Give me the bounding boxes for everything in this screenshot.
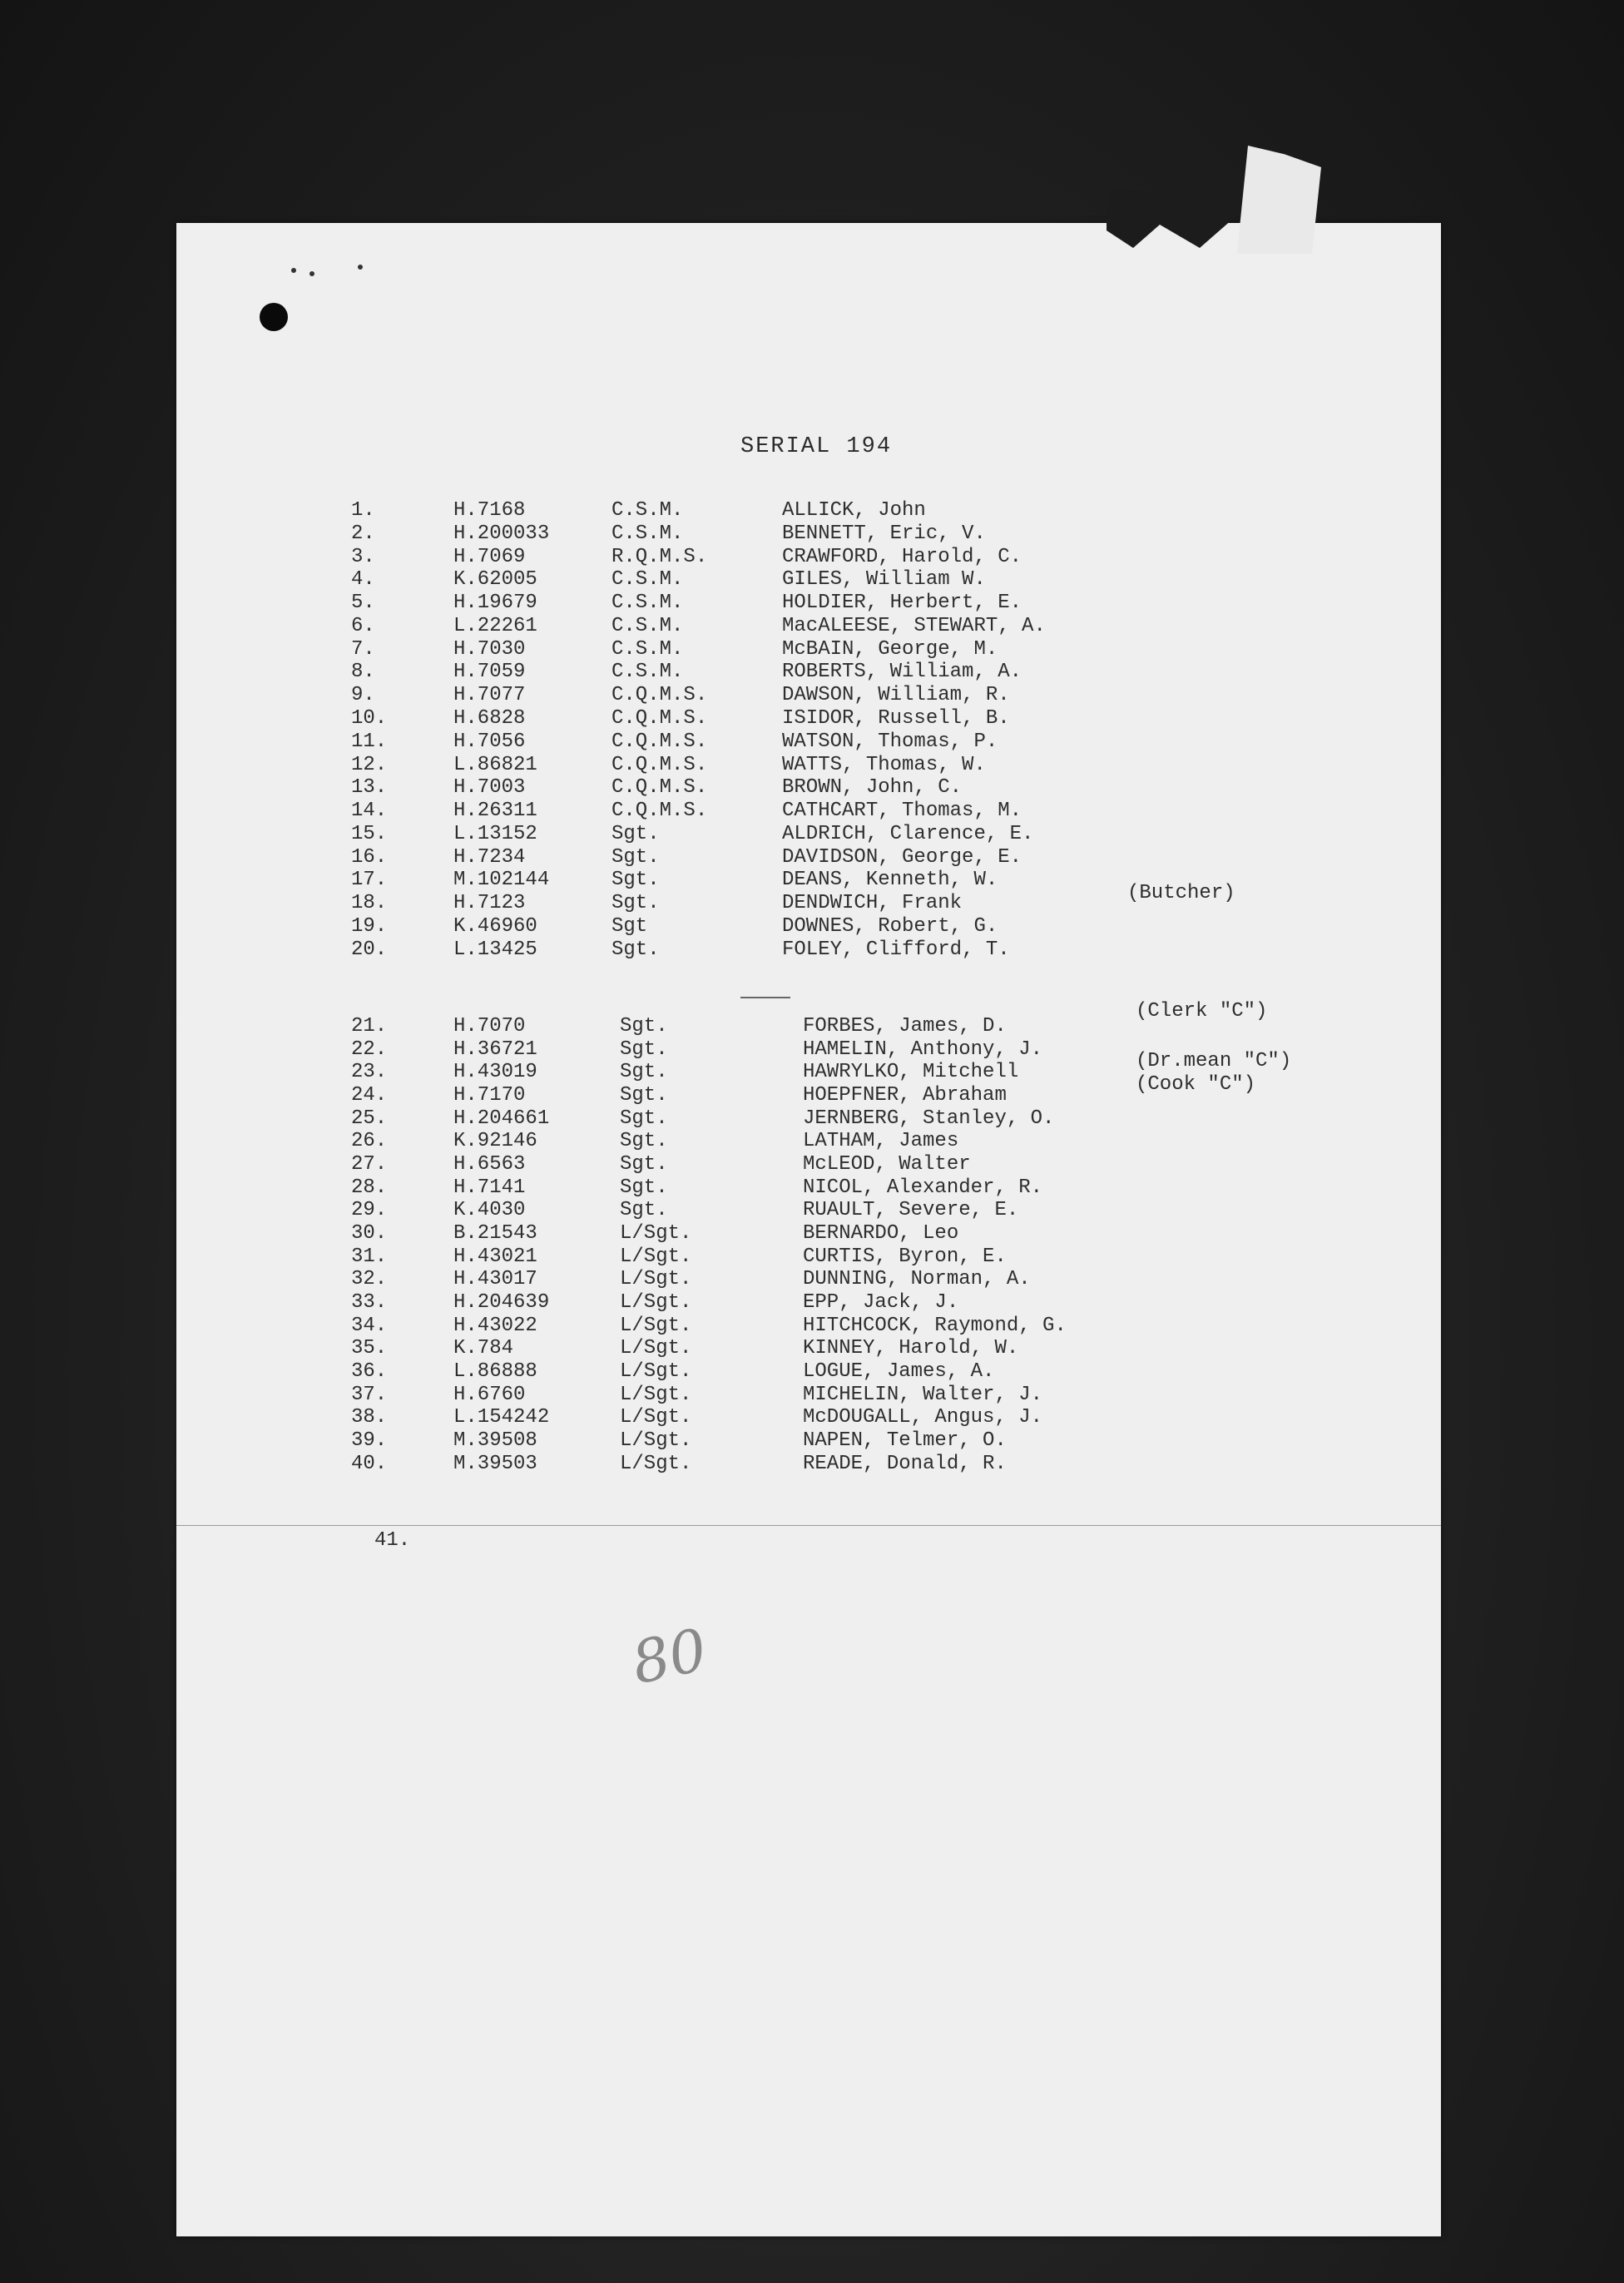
soldier-name: BROWN, John, C.	[782, 776, 963, 800]
entry-number: 28.	[351, 1176, 388, 1199]
service-number: H.7069	[453, 545, 526, 568]
soldier-name: JERNBERG, Stanley, O.	[803, 1107, 1055, 1130]
soldier-name: RUAULT, Severe, E.	[803, 1199, 1019, 1222]
entry-number: 37.	[351, 1383, 388, 1406]
rank: Sgt.	[611, 938, 660, 961]
rank: L/Sgt.	[620, 1314, 692, 1337]
entry-number: 3.	[351, 545, 375, 568]
roster-row	[0, 1015, 1624, 1038]
rank: C.S.M.	[611, 661, 684, 684]
rank: C.Q.M.S.	[611, 707, 708, 730]
service-number: B.21543	[453, 1221, 537, 1245]
soldier-name: MICHELIN, Walter, J.	[803, 1383, 1043, 1406]
service-number: K.62005	[453, 568, 537, 592]
rank: L/Sgt.	[620, 1359, 692, 1383]
soldier-name: HOLDIER, Herbert, E.	[782, 592, 1022, 615]
service-number: H.7059	[453, 661, 526, 684]
entry-number: 14.	[351, 800, 388, 823]
roster-row	[0, 1452, 1624, 1489]
service-number: H.43021	[453, 1245, 537, 1268]
entry-number: 19.	[351, 915, 388, 938]
entry-number: 23.	[351, 1061, 388, 1084]
soldier-name: GILES, William W.	[782, 568, 986, 592]
entry-number: 11.	[351, 730, 388, 753]
speck	[291, 268, 296, 273]
service-number: M.39503	[453, 1452, 537, 1475]
rank: Sgt.	[620, 1199, 668, 1222]
handwritten-mark: 80	[626, 1615, 713, 1698]
rank: L/Sgt.	[620, 1429, 692, 1452]
rank: Sgt	[611, 915, 648, 938]
roster-row	[0, 1039, 1624, 1062]
soldier-name: HITCHCOCK, Raymond, G.	[803, 1314, 1067, 1337]
roster-row	[0, 568, 1624, 594]
service-number: H.7234	[453, 845, 526, 869]
rank: C.Q.M.S.	[611, 753, 708, 776]
soldier-name: DAVIDSON, George, E.	[782, 845, 1022, 869]
entry-number: 39.	[351, 1429, 388, 1452]
rank: C.S.M.	[611, 614, 684, 637]
service-number: H.7077	[453, 684, 526, 707]
entry-number: 33.	[351, 1290, 388, 1314]
rank: Sgt.	[620, 1061, 668, 1084]
service-number: H.6828	[453, 707, 526, 730]
soldier-name: MacALEESE, STEWART, A.	[782, 614, 1046, 637]
service-number: K.4030	[453, 1199, 526, 1222]
service-number: H.7141	[453, 1176, 526, 1199]
service-number: L.86821	[453, 753, 537, 776]
service-number: K.784	[453, 1337, 514, 1360]
entry-number: 22.	[351, 1038, 388, 1061]
soldier-name: BERNARDO, Leo	[803, 1221, 959, 1245]
entry-number: 16.	[351, 845, 388, 869]
rank: Sgt.	[620, 1130, 668, 1153]
rank: L/Sgt.	[620, 1290, 692, 1314]
service-number: H.36721	[453, 1038, 537, 1061]
rank: C.S.M.	[611, 568, 684, 592]
note-clerk: (Clerk "C")	[1136, 1000, 1268, 1023]
blank-entry-number: 41.	[374, 1529, 411, 1552]
entry-number: 18.	[351, 892, 388, 915]
soldier-name: CRAWFORD, Harold, C.	[782, 545, 1022, 568]
service-number: H.7056	[453, 730, 526, 753]
entry-number: 40.	[351, 1452, 388, 1475]
rank: Sgt.	[611, 822, 660, 845]
soldier-name: ROBERTS, William, A.	[782, 661, 1022, 684]
rank: C.S.M.	[611, 499, 684, 522]
rank: Sgt.	[620, 1038, 668, 1061]
soldier-name: DENDWICH, Frank	[782, 892, 963, 915]
rank: Sgt.	[620, 1015, 668, 1038]
soldier-name: KINNEY, Harold, W.	[803, 1337, 1019, 1360]
soldier-name: READE, Donald, R.	[803, 1452, 1007, 1475]
entry-number: 15.	[351, 822, 388, 845]
soldier-name: FORBES, James, D.	[803, 1015, 1007, 1038]
service-number: H.26311	[453, 800, 537, 823]
service-number: H.6760	[453, 1383, 526, 1406]
entry-number: 35.	[351, 1337, 388, 1360]
service-number: H.6563	[453, 1152, 526, 1176]
soldier-name: HAWRYLKO, Mitchell	[803, 1061, 1019, 1084]
rank: L/Sgt.	[620, 1337, 692, 1360]
rank: Sgt.	[620, 1083, 668, 1107]
rank: L/Sgt.	[620, 1383, 692, 1406]
service-number: L.13425	[453, 938, 537, 961]
soldier-name: ALDRICH, Clarence, E.	[782, 822, 1034, 845]
soldier-name: NICOL, Alexander, R.	[803, 1176, 1043, 1199]
speck	[358, 265, 363, 270]
service-number: L.86888	[453, 1359, 537, 1383]
divider-line	[176, 1525, 1441, 1526]
rank: Sgt.	[620, 1176, 668, 1199]
entry-number: 38.	[351, 1406, 388, 1429]
service-number: K.92146	[453, 1130, 537, 1153]
soldier-name: McBAIN, George, M.	[782, 637, 998, 661]
soldier-name: BENNETT, Eric, V.	[782, 522, 986, 545]
note-cook: (Cook "C")	[1136, 1073, 1256, 1096]
soldier-name: NAPEN, Telmer, O.	[803, 1429, 1007, 1452]
section-dash	[740, 997, 790, 998]
service-number: H.43017	[453, 1268, 537, 1291]
entry-number: 10.	[351, 707, 388, 730]
rank: L/Sgt.	[620, 1406, 692, 1429]
soldier-name: WATSON, Thomas, P.	[782, 730, 998, 753]
soldier-name: HOEPFNER, Abraham	[803, 1083, 1007, 1107]
service-number: M.102144	[453, 869, 550, 892]
entry-number: 34.	[351, 1314, 388, 1337]
entry-number: 2.	[351, 522, 375, 545]
service-number: K.46960	[453, 915, 537, 938]
service-number: H.7070	[453, 1015, 526, 1038]
entry-number: 32.	[351, 1268, 388, 1291]
soldier-name: LATHAM, James	[803, 1130, 959, 1153]
service-number: H.7170	[453, 1083, 526, 1107]
soldier-name: ISIDOR, Russell, B.	[782, 707, 1010, 730]
soldier-name: CATHCART, Thomas, M.	[782, 800, 1022, 823]
rank: L/Sgt.	[620, 1221, 692, 1245]
punch-hole	[260, 303, 288, 331]
roster-row	[0, 547, 1624, 570]
entry-number: 21.	[351, 1015, 388, 1038]
entry-number: 31.	[351, 1245, 388, 1268]
service-number: H.19679	[453, 592, 537, 615]
rank: C.Q.M.S.	[611, 776, 708, 800]
document-title: SERIAL 194	[740, 434, 893, 459]
soldier-name: FOLEY, Clifford, T.	[782, 938, 1010, 961]
soldier-name: LOGUE, James, A.	[803, 1359, 995, 1383]
soldier-name: DEANS, Kenneth, W.	[782, 869, 998, 892]
entry-number: 27.	[351, 1152, 388, 1176]
service-number: H.7003	[453, 776, 526, 800]
service-number: H.7123	[453, 892, 526, 915]
roster-row	[0, 594, 1624, 617]
speck	[309, 271, 314, 276]
soldier-name: DOWNES, Robert, G.	[782, 915, 998, 938]
rank: C.Q.M.S.	[611, 800, 708, 823]
soldier-name: HAMELIN, Anthony, J.	[803, 1038, 1043, 1061]
service-number: M.39508	[453, 1429, 537, 1452]
service-number: L.13152	[453, 822, 537, 845]
service-number: H.204661	[453, 1107, 550, 1130]
roster-row	[0, 499, 1624, 522]
note-drummer: (Dr.mean "C")	[1136, 1050, 1292, 1072]
entry-number: 17.	[351, 869, 388, 892]
roster-row	[0, 1062, 1624, 1086]
rank: C.S.M.	[611, 592, 684, 615]
note-butcher: (Butcher)	[1127, 882, 1235, 904]
soldier-name: McLEOD, Walter	[803, 1152, 971, 1176]
soldier-name: EPP, Jack, J.	[803, 1290, 959, 1314]
rank: R.Q.M.S.	[611, 545, 708, 568]
rank: Sgt.	[611, 892, 660, 915]
service-number: H.7168	[453, 499, 526, 522]
rank: C.S.M.	[611, 637, 684, 661]
service-number: H.43022	[453, 1314, 537, 1337]
rank: L/Sgt.	[620, 1268, 692, 1291]
entry-number: 13.	[351, 776, 388, 800]
rank: Sgt.	[620, 1107, 668, 1130]
service-number: L.154242	[453, 1406, 550, 1429]
entry-number: 20.	[351, 938, 388, 961]
entry-number: 8.	[351, 661, 375, 684]
service-number: H.43019	[453, 1061, 537, 1084]
soldier-name: DUNNING, Norman, A.	[803, 1268, 1031, 1291]
rank: C.Q.M.S.	[611, 730, 708, 753]
entry-number: 12.	[351, 753, 388, 776]
entry-number: 29.	[351, 1199, 388, 1222]
rank: C.Q.M.S.	[611, 684, 708, 707]
entry-number: 4.	[351, 568, 375, 592]
service-number: L.22261	[453, 614, 537, 637]
entry-number: 30.	[351, 1221, 388, 1245]
entry-number: 25.	[351, 1107, 388, 1130]
entry-number: 24.	[351, 1083, 388, 1107]
service-number: H.7030	[453, 637, 526, 661]
rank: C.S.M.	[611, 522, 684, 545]
soldier-name: ALLICK, John	[782, 499, 926, 522]
service-number: H.204639	[453, 1290, 550, 1314]
soldier-name: McDOUGALL, Angus, J.	[803, 1406, 1043, 1429]
entry-number: 36.	[351, 1359, 388, 1383]
soldier-name: DAWSON, William, R.	[782, 684, 1010, 707]
entry-number: 6.	[351, 614, 375, 637]
roster-row	[0, 938, 1624, 973]
entry-number: 7.	[351, 637, 375, 661]
roster-row	[0, 523, 1624, 547]
rank: L/Sgt.	[620, 1452, 692, 1475]
entry-number: 5.	[351, 592, 375, 615]
entry-number: 26.	[351, 1130, 388, 1153]
rank: L/Sgt.	[620, 1245, 692, 1268]
rank: Sgt.	[620, 1152, 668, 1176]
entry-number: 1.	[351, 499, 375, 522]
rank: Sgt.	[611, 845, 660, 869]
entry-number: 9.	[351, 684, 375, 707]
soldier-name: CURTIS, Byron, E.	[803, 1245, 1007, 1268]
service-number: H.200033	[453, 522, 550, 545]
rank: Sgt.	[611, 869, 660, 892]
soldier-name: WATTS, Thomas, W.	[782, 753, 986, 776]
